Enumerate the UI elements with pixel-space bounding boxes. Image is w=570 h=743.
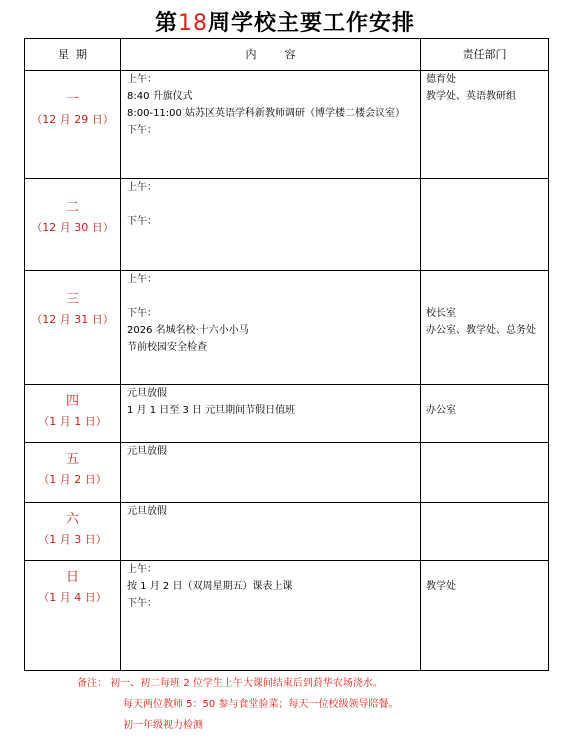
content-line: 上午： bbox=[127, 182, 157, 193]
table-row bbox=[25, 71, 549, 179]
day-label: 二 bbox=[65, 200, 79, 215]
dept-cell bbox=[421, 71, 549, 179]
day-cell bbox=[25, 443, 121, 503]
note-2: 每天两位教师 5：50 参与食堂验菜；每天一位校级领导陪餐。 bbox=[123, 699, 399, 710]
dept-line bbox=[426, 561, 543, 578]
content-cell bbox=[121, 443, 421, 503]
title-suffix: 周学校主要工作安排 bbox=[208, 11, 416, 36]
content-line: 8:00-11:00 姑苏区英语学科新教师调研（博学楼二楼会议室） bbox=[127, 108, 406, 119]
header-row bbox=[25, 39, 549, 71]
content-line: 元旦放假 bbox=[127, 446, 167, 457]
day-cell bbox=[25, 385, 121, 443]
table-row bbox=[25, 503, 549, 561]
content-line: 上午： bbox=[127, 564, 157, 575]
dept-line bbox=[426, 385, 543, 402]
table-row bbox=[25, 271, 549, 385]
table-row bbox=[25, 385, 549, 443]
dept-cell bbox=[421, 561, 549, 671]
content-cell bbox=[121, 561, 421, 671]
content-line: 元旦放假 bbox=[127, 388, 167, 399]
content-line: 下午： bbox=[127, 216, 157, 227]
dept-cell bbox=[421, 385, 549, 443]
dept-line bbox=[426, 271, 543, 288]
note-3: 初一年级视力检测 bbox=[123, 720, 203, 731]
content-cell bbox=[121, 71, 421, 179]
table-row bbox=[25, 179, 549, 271]
dept-line: 德育处 bbox=[426, 74, 456, 85]
content-line: 2026 名城名校·十六小小马 bbox=[127, 325, 249, 336]
table-row bbox=[25, 443, 549, 503]
content-line: 下午： bbox=[127, 125, 157, 136]
day-cell bbox=[25, 561, 121, 671]
day-label: 六 bbox=[65, 512, 79, 527]
content-line: 下午： bbox=[127, 598, 157, 609]
day-cell bbox=[25, 503, 121, 561]
content-cell bbox=[121, 503, 421, 561]
day-date: （1 月 3 日） bbox=[38, 533, 107, 546]
week-number: 18 bbox=[178, 11, 208, 36]
content-line: 上午： bbox=[127, 74, 157, 85]
day-date: （12 月 30 日） bbox=[31, 221, 114, 234]
day-label: 日 bbox=[65, 570, 79, 585]
note-1: 备注： 初一、初二每班 2 位学生上午大课间结束后到葑华农场浇水。 bbox=[77, 678, 383, 689]
day-date: （12 月 31 日） bbox=[31, 313, 114, 326]
content-line: 元旦放假 bbox=[127, 506, 167, 517]
content-line: 8:40 升旗仪式 bbox=[127, 91, 193, 102]
content-cell bbox=[121, 385, 421, 443]
dept-cell bbox=[421, 443, 549, 503]
dept-line bbox=[426, 288, 543, 305]
day-date: （1 月 2 日） bbox=[38, 473, 107, 486]
header-dept: 责任部门 bbox=[421, 39, 549, 71]
day-cell bbox=[25, 179, 121, 271]
content-line bbox=[127, 196, 414, 213]
page-title bbox=[0, 6, 570, 37]
header-content: 内 容 bbox=[121, 39, 421, 71]
day-cell bbox=[25, 271, 121, 385]
content-line: 节前校园安全检查 bbox=[127, 342, 207, 353]
day-date: （12 月 29 日） bbox=[31, 113, 114, 126]
day-cell bbox=[25, 71, 121, 179]
title-prefix: 第 bbox=[154, 11, 178, 36]
dept-line: 办公室、教学处、总务处 bbox=[426, 325, 536, 336]
content-line: 1 月 1 日至 3 日 元旦期间节假日值班 bbox=[127, 405, 296, 416]
content-line: 上午： bbox=[127, 274, 157, 285]
day-label: 一 bbox=[65, 92, 79, 107]
day-label: 四 bbox=[65, 394, 79, 409]
day-date: （1 月 1 日） bbox=[38, 415, 107, 428]
dept-cell bbox=[421, 503, 549, 561]
dept-line: 办公室 bbox=[426, 405, 456, 416]
content-line: 按 1 月 2 日（双周星期五）课表上课 bbox=[127, 581, 293, 592]
day-label: 五 bbox=[65, 452, 79, 467]
header-day: 星 期 bbox=[25, 39, 121, 71]
table-row bbox=[25, 561, 549, 671]
dept-line: 教学处、英语教研组 bbox=[426, 91, 516, 102]
day-date: （1 月 4 日） bbox=[38, 591, 107, 604]
dept-cell bbox=[421, 271, 549, 385]
content-line: 下午： bbox=[127, 308, 157, 319]
day-label: 三 bbox=[65, 292, 79, 307]
schedule-table bbox=[24, 38, 549, 671]
dept-line: 教学处 bbox=[426, 581, 456, 592]
dept-cell bbox=[421, 179, 549, 271]
dept-line: 校长室 bbox=[426, 308, 456, 319]
content-cell bbox=[121, 179, 421, 271]
content-cell bbox=[121, 271, 421, 385]
content-line bbox=[127, 288, 414, 305]
